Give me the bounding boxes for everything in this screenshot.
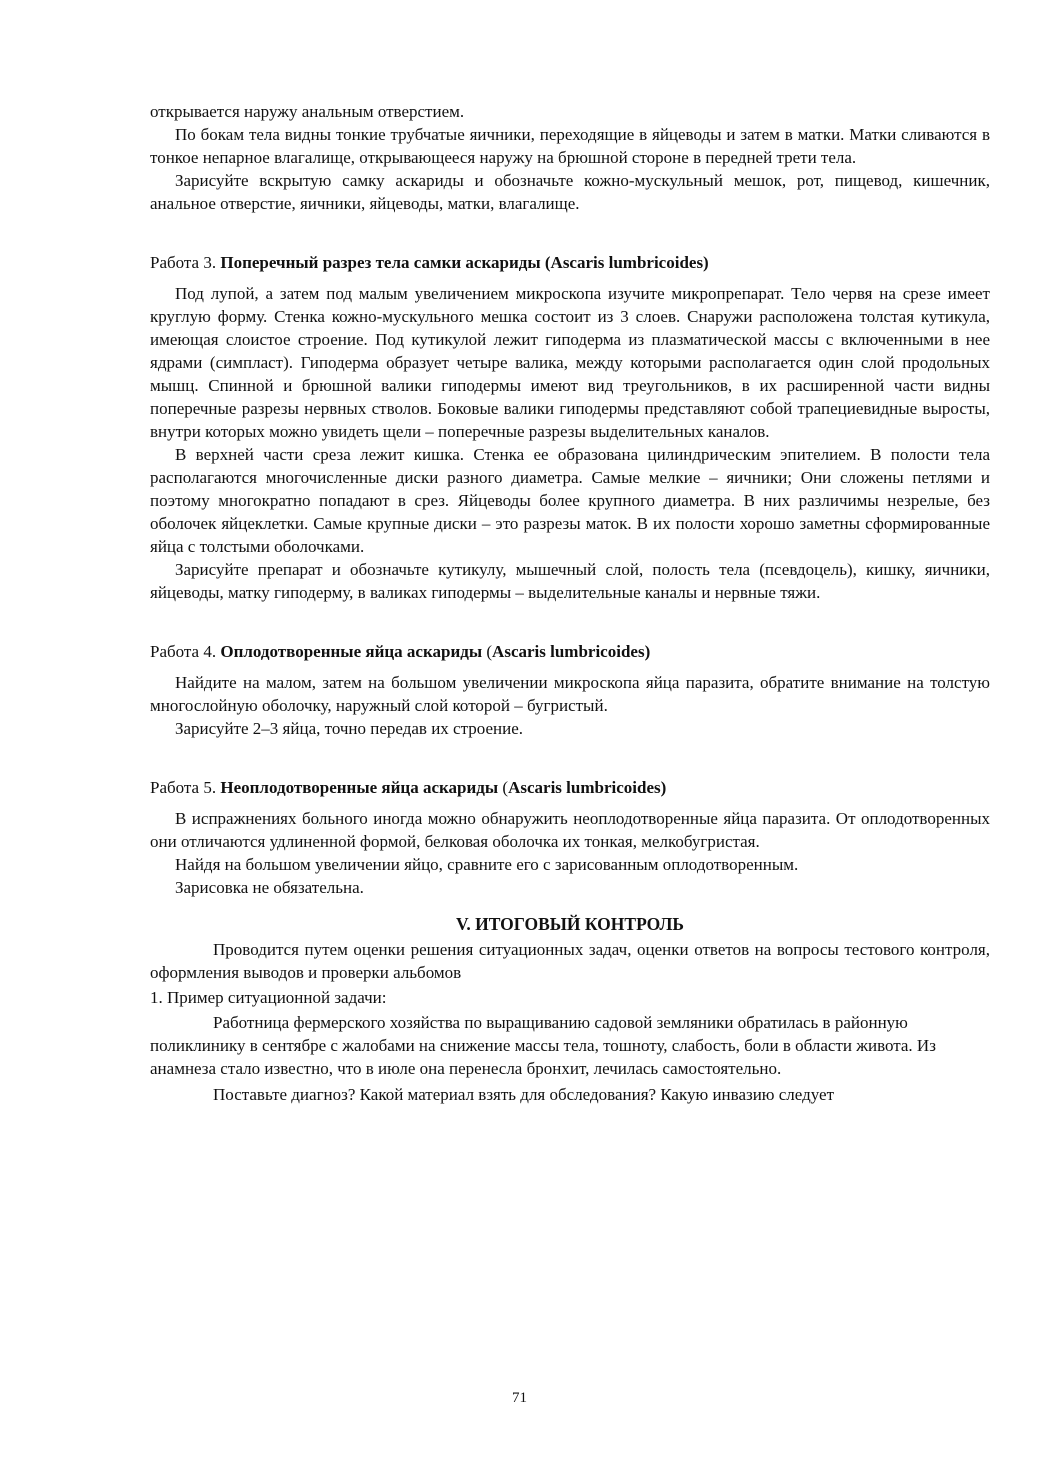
- work-3-prefix: Работа 3.: [150, 253, 221, 272]
- work-3-paragraph-3: Зарисуйте препарат и обозначьте кутикулу, мышечный слой, полость тела (псевдоцель), кишку, яичники, яйцеводы, матку гиподерму, в валиках гиподермы – выделительные каналы и нервные тяжи.: [150, 560, 990, 602]
- work-5-prefix: Работа 5.: [150, 778, 221, 797]
- work-4-title: Оплодотворенные яйца аскариды: [220, 642, 483, 661]
- spacer: [150, 604, 990, 627]
- section-5-title: V. ИТОГОВЫЙ КОНТРОЛЬ: [455, 914, 685, 934]
- task-text: Работница фермерского хозяйства по выращиванию садовой земляники обратилась в районную поликлинику в сентябре с жалобами на снижение массы тела, тошноту, слабость, боли в области живота. Из анамнеза стало известно, что в июле она перенесла бронхит, лечилась самостоятельно.: [150, 1013, 936, 1078]
- work-3-heading: [150, 251, 990, 274]
- list-item-1: 1. Пример ситуационной задачи:: [150, 988, 387, 1007]
- page-number: 71: [512, 1390, 527, 1406]
- section-5-intro: Проводится путем оценки решения ситуационных задач, оценки ответов на вопросы тестового контроля, оформления выводов и проверки альбомов: [150, 940, 990, 982]
- work-5-heading: [150, 776, 990, 799]
- work-5-title: Неоплодотворенные яйца аскариды: [220, 778, 499, 797]
- work-3-title: Поперечный разрез тела самки аскариды (Ascaris lumbricoides): [220, 253, 709, 272]
- spacer: [150, 740, 990, 763]
- work-4-heading: [150, 640, 990, 663]
- work-5-paren: (: [498, 778, 509, 797]
- task-question: Поставьте диагноз? Какой материал взять для обследования? Какую инвазию следует: [213, 1085, 834, 1104]
- work-4-paren: (: [482, 642, 493, 661]
- work-4-prefix: Работа 4.: [150, 642, 221, 661]
- paragraph-ovaries: По бокам тела видны тонкие трубчатые яичники, переходящие в яйцеводы и затем в матки. Матки сливаются в тонкое непарное влагалище, открывающееся наружу на брюшной стороне в передней трети тела.: [150, 125, 990, 167]
- spacer: [150, 215, 990, 238]
- paragraph-draw-female: Зарисуйте вскрытую самку аскариды и обозначьте кожно-мускульный мешок, рот, пищевод, кишечник, анальное отверстие, яичники, яйцеводы, матки, влагалище.: [150, 171, 990, 213]
- work-5-paragraph-3: Зарисовка не обязательна.: [175, 878, 364, 897]
- work-4-paragraph-2: Зарисуйте 2–3 яйца, точно передав их строение.: [175, 719, 523, 738]
- work-4-paragraph-1: Найдите на малом, затем на большом увеличении микроскопа яйца паразита, обратите внимание на толстую многослойную оболочку, наружный слой которой – бугристый.: [150, 673, 990, 715]
- page-content: [150, 100, 990, 1106]
- work-5-latin: Ascaris lumbricoides): [508, 778, 667, 797]
- paragraph-continuation: открывается наружу анальным отверстием.: [150, 102, 465, 121]
- work-5-paragraph-2: Найдя на большом увеличении яйцо, сравните его с зарисованным оплодотворенным.: [175, 855, 799, 874]
- work-4-latin: Ascaris lumbricoides): [492, 642, 651, 661]
- work-3-paragraph-1: Под лупой, а затем под малым увеличением микроскопа изучите микропрепарат. Тело червя на срезе имеет круглую форму. Стенка кожно-мускульного мешка состоит из 3 слоев. Снаружи расположена толстая кутикула, имеющая слоистое строение. Под кутикулой лежит гиподерма из плазматической массы с включенными в нее ядрами (симпласт). Гиподерма образует четыре валика, между которыми располагается один слой продольных мышц. Спинной и брюшной валики гиподермы имеют вид треугольников, в их расширенной части видны поперечные разрезы нервных стволов. Боковые валики гиподермы представляют собой трапециевидные выросты, внутри которых можно увидеть щели – поперечные разрезы выделительных каналов.: [150, 284, 990, 441]
- work-3-paragraph-2: В верхней части среза лежит кишка. Стенка ее образована цилиндрическим эпителием. В полости тела располагаются многочисленные диски разного диаметра. Самые мелкие – яичники; Они сложены петлями и поэтому многократно попадают в срез. Яйцеводы более крупного диаметра. В них различимы незрелые, без оболочек яйцеклетки. Самые крупные диски – это разрезы маток. В их полости хорошо заметны сформированные яйца с толстыми оболочками.: [150, 445, 990, 556]
- work-5-paragraph-1: В испражнениях больного иногда можно обнаружить неоплодотворенные яйца паразита. От оплодотворенных они отличаются удлиненной формой, белковая оболочка их тонкая, мелкобугристая.: [150, 809, 990, 851]
